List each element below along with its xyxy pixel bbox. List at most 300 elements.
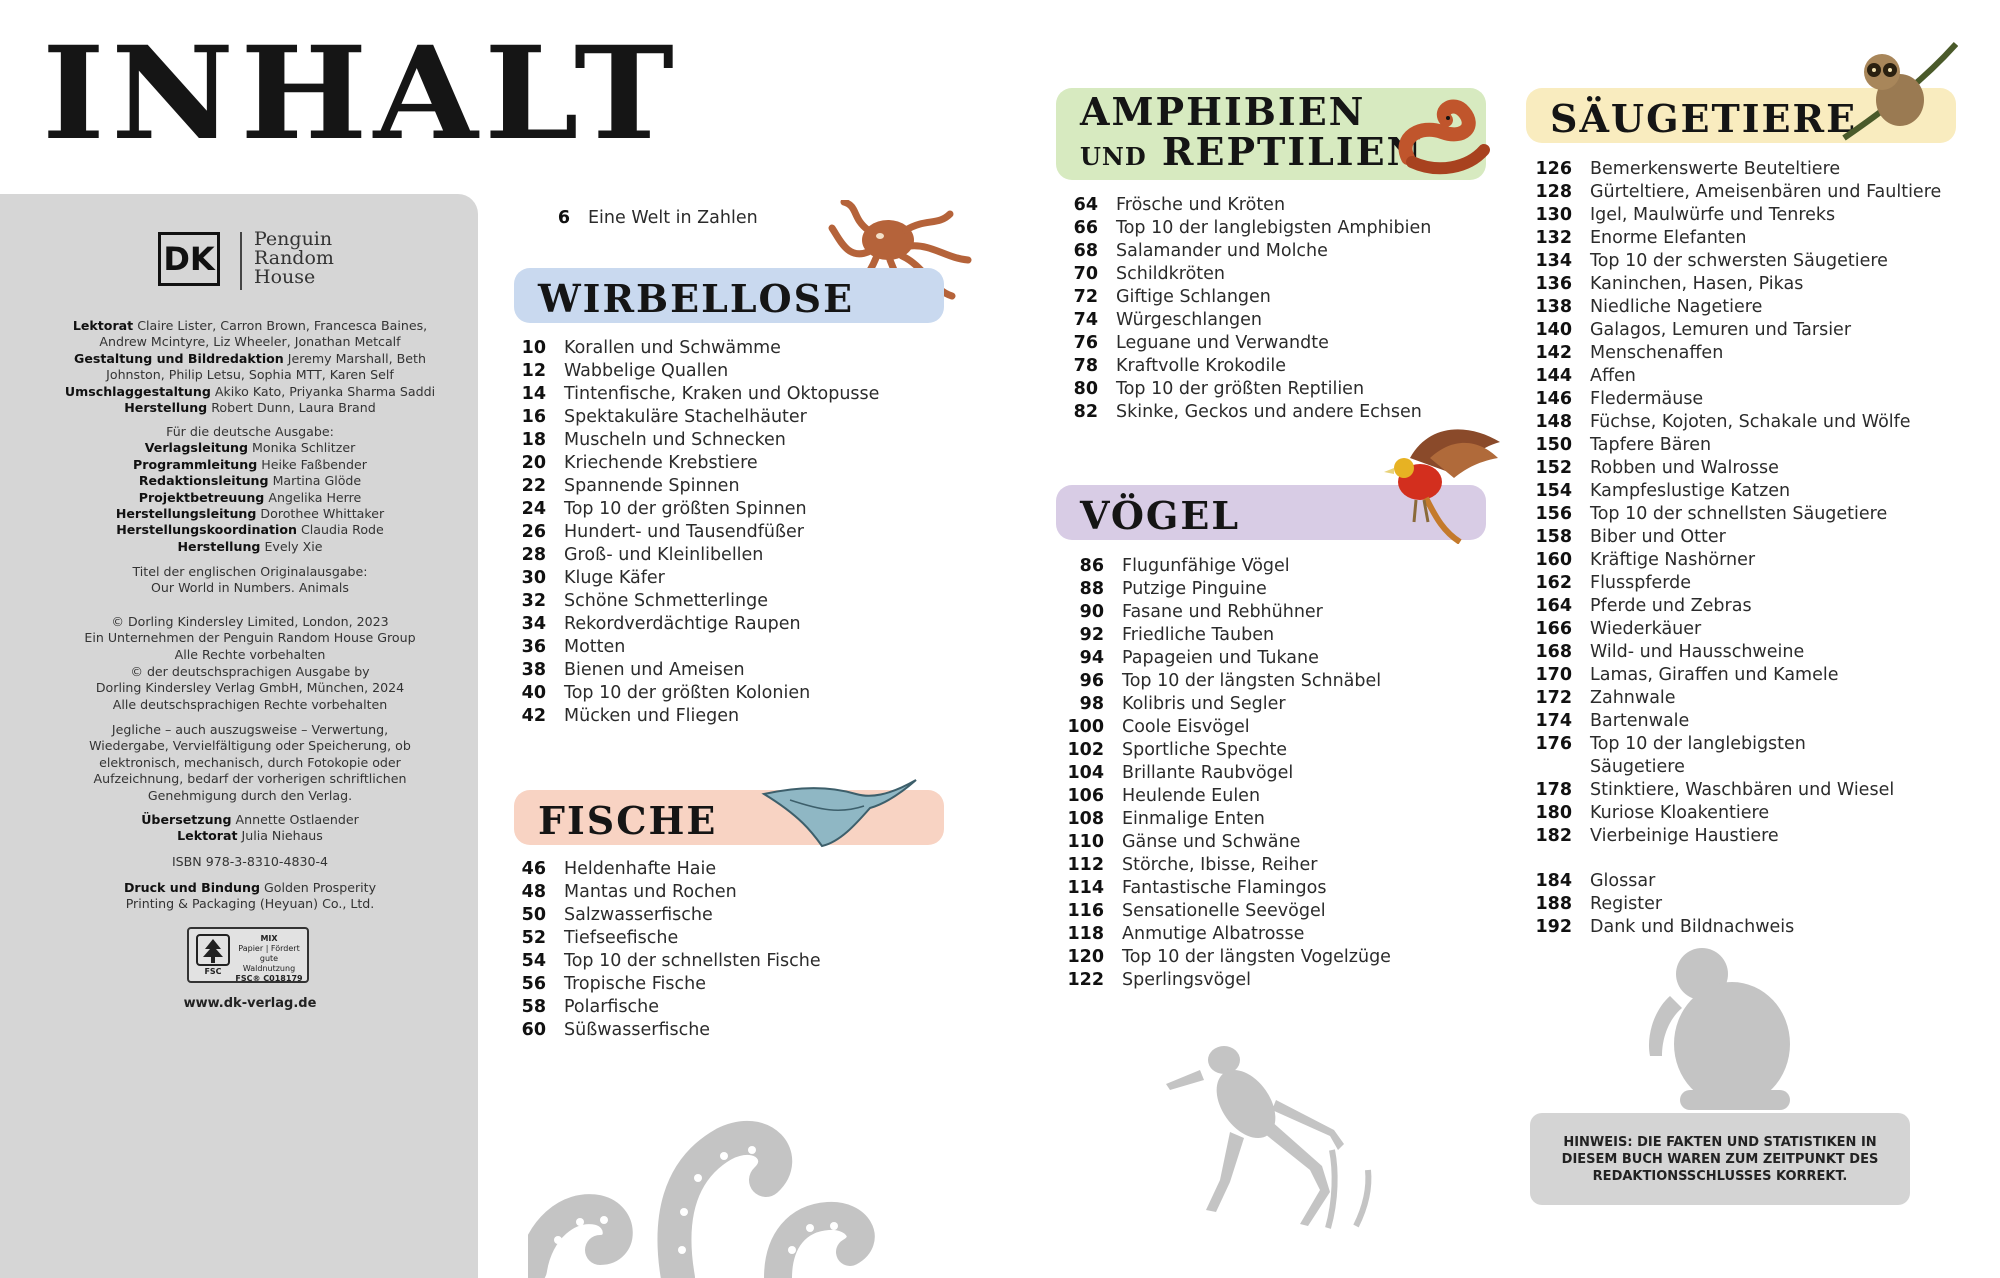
entry-title: Motten (564, 637, 626, 657)
list-item[interactable] (1500, 503, 1941, 526)
section-title: VÖGEL (1080, 493, 1241, 538)
copyright-de-block (60, 664, 440, 713)
entry-title: Heldenhafte Haie (564, 859, 717, 879)
page-number: 130 (1535, 205, 1572, 225)
page-number: 110 (1067, 832, 1104, 852)
intro-entry (500, 207, 758, 230)
list-item[interactable] (1500, 893, 1794, 916)
page-number: 122 (1067, 970, 1104, 990)
entry-title: Mantas und Rochen (564, 882, 737, 902)
fsc-badge (187, 927, 309, 983)
credit-names: Golden Prosperity Printing & Packaging (Heyuan) Co., Ltd. (125, 880, 377, 912)
list-item[interactable] (1500, 618, 1941, 641)
entry-title: Tapfere Bären (1590, 435, 1712, 455)
credit-role: Umschlaggestaltung (64, 383, 211, 399)
entry-title: Säugetiere (1590, 757, 1685, 777)
entry-title: Füchse, Kojoten, Schakale und Wölfe (1590, 412, 1911, 432)
list-item[interactable] (488, 544, 879, 567)
entry-title: Vierbeinige Haustiere (1590, 826, 1779, 846)
list-item[interactable] (488, 429, 879, 452)
original-title-label: Titel der englischen Originalausgabe: (132, 564, 368, 579)
list-item[interactable] (1500, 434, 1941, 457)
page-number: 22 (521, 476, 546, 496)
list-item[interactable] (1500, 526, 1941, 549)
entry-title: Zahnwale (1590, 688, 1676, 708)
list-item[interactable] (1500, 227, 1941, 250)
entry-title: Friedliche Tauben (1122, 625, 1275, 645)
list-item[interactable] (1032, 578, 1391, 601)
frog-silhouette-icon (1160, 1040, 1380, 1230)
page-number: 72 (1073, 287, 1098, 307)
list-item[interactable] (1500, 664, 1941, 687)
entry-title: Register (1590, 894, 1663, 914)
page-number: 104 (1067, 763, 1104, 783)
entry-title: Sensationelle Seevögel (1122, 901, 1326, 921)
page-number: 74 (1073, 310, 1098, 330)
entry-title: Anmutige Albatrosse (1122, 924, 1305, 944)
list-item[interactable] (1032, 854, 1391, 877)
page-number: 114 (1067, 878, 1104, 898)
page-number: 16 (521, 407, 546, 427)
list-item[interactable] (1032, 739, 1391, 762)
credit-names: Angelika Herre (268, 489, 362, 505)
entry-title: Spektakuläre Stachelhäuter (564, 407, 807, 427)
page-number: 100 (1067, 717, 1104, 737)
credit-role: Programmleitung (133, 456, 258, 472)
credit-names: Dorothee Whittaker (260, 506, 385, 522)
page-number: 162 (1535, 573, 1572, 593)
snake-icon (1398, 88, 1490, 176)
page-number: 50 (521, 905, 546, 925)
list-item[interactable] (1032, 624, 1391, 647)
fsc-line: Papier | Fördert (238, 944, 300, 953)
entry-title: Top 10 der schwersten Säugetiere (1590, 251, 1888, 271)
page-number: 128 (1535, 182, 1572, 202)
entry-list-appendix (1500, 870, 1794, 939)
logo-divider (240, 232, 242, 290)
list-item[interactable] (1032, 877, 1391, 900)
entry-title: Bienen und Ameisen (564, 660, 745, 680)
page-number: 166 (1535, 619, 1572, 639)
page-number: 32 (521, 591, 546, 611)
list-item[interactable] (1032, 716, 1391, 739)
list-item[interactable] (488, 383, 879, 406)
entry-title: Groß- und Kleinlibellen (564, 545, 764, 565)
page-number: 136 (1535, 274, 1572, 294)
list-item[interactable] (1500, 572, 1941, 595)
page-number: 46 (521, 859, 546, 879)
translation-block (60, 812, 440, 845)
page-number: 64 (1073, 195, 1098, 215)
list-item[interactable] (1500, 411, 1941, 434)
entry-title: Tiefseefische (564, 928, 679, 948)
entry-title: Sportliche Spechte (1122, 740, 1288, 760)
list-item[interactable] (488, 613, 879, 636)
list-item[interactable] (488, 590, 879, 613)
list-item[interactable] (488, 659, 879, 682)
entry-list-saeugetiere (1500, 158, 1941, 848)
credit-role: Herstellung (124, 400, 208, 416)
note-box (1530, 1113, 1910, 1205)
entry-title: Fasane und Rebhühner (1122, 602, 1323, 622)
legal-notice: Jegliche – auch auszugsweise – Verwertung, Wiedergabe, Vervielfältigung oder Speicherung, ob elektronisch, mechanisch, durch Fotokopie oder Aufzeichnung, bedarf der vorherigen schriftlichen Genehmigung durch den Verlag. (89, 722, 411, 803)
entry-title: Sperlingsvögel (1122, 970, 1252, 990)
entry-title: Hundert- und Tausendfüßer (564, 522, 804, 542)
list-item[interactable] (1500, 181, 1941, 204)
list-item[interactable] (1032, 309, 1431, 332)
entry-title: Stinktiere, Waschbären und Wiesel (1590, 780, 1895, 800)
list-item[interactable] (1500, 480, 1941, 503)
entry-title: Gänse und Schwäne (1122, 832, 1301, 852)
page-number: 24 (521, 499, 546, 519)
page-number: 14 (521, 384, 546, 404)
entry-title: Putzige Pinguine (1122, 579, 1267, 599)
page-number: 76 (1073, 333, 1098, 353)
entry-title: Kampfeslustige Katzen (1590, 481, 1791, 501)
copyright-line: Ein Unternehmen der Penguin Random House Group (84, 630, 416, 646)
page-number: 10 (521, 338, 546, 358)
list-item[interactable] (488, 927, 821, 950)
page-number: 172 (1535, 688, 1572, 708)
credit-role: Lektorat (72, 318, 134, 333)
credit-names: Martina Glöde (272, 473, 362, 489)
list-item[interactable] (1500, 388, 1941, 411)
page-number: 156 (1535, 504, 1572, 524)
page-number: 78 (1073, 356, 1098, 376)
list-item[interactable] (1032, 808, 1391, 831)
list-item[interactable] (488, 950, 821, 973)
page-number: 90 (1079, 602, 1104, 622)
page-number: 118 (1067, 924, 1104, 944)
page-number: 88 (1079, 579, 1104, 599)
page-number: 70 (1073, 264, 1098, 284)
list-item[interactable] (1032, 647, 1391, 670)
page-number: 48 (521, 882, 546, 902)
section-title-line2: REPTILIEN (1161, 129, 1424, 174)
list-item[interactable] (488, 452, 879, 475)
entry-title: Flugunfähige Vögel (1122, 556, 1290, 576)
page-number: 132 (1535, 228, 1572, 248)
credit-role: Druck und Bindung (123, 880, 260, 895)
website-link[interactable]: www.dk-verlag.de (183, 996, 317, 1011)
manta-ray-icon (760, 776, 920, 848)
entry-title: Muscheln und Schnecken (564, 430, 786, 450)
page-number: 96 (1079, 671, 1104, 691)
page-number: 134 (1535, 251, 1572, 271)
entry-title: Pferde und Zebras (1590, 596, 1752, 616)
list-item[interactable] (1032, 969, 1391, 992)
credit-role: Redaktionsleitung (138, 473, 269, 489)
list-item[interactable] (1500, 457, 1941, 480)
entry-title: Top 10 der größten Spinnen (564, 499, 807, 519)
credit-names: Claire Lister, Carron Brown, Francesca Baines, Andrew Mcintyre, Liz Wheeler, Jonathan Metcalf (99, 318, 428, 350)
list-item[interactable] (488, 858, 821, 881)
list-item[interactable] (488, 521, 879, 544)
entry-title: Top 10 der langlebigsten (1590, 734, 1806, 754)
page-number: 184 (1535, 871, 1572, 891)
entry-title: Fantastische Flamingos (1122, 878, 1327, 898)
dk-logo: DK (158, 232, 220, 286)
list-item[interactable] (488, 1019, 821, 1042)
list-item[interactable] (1032, 900, 1391, 923)
list-item[interactable] (1500, 204, 1941, 227)
page-number: 54 (521, 951, 546, 971)
entry-title: Korallen und Schwämme (564, 338, 781, 358)
list-item[interactable] (488, 475, 879, 498)
publisher-logo (158, 228, 368, 294)
list-item[interactable] (488, 705, 879, 728)
page-number: 164 (1535, 596, 1572, 616)
list-item[interactable] (1500, 825, 1941, 848)
section-title: SÄUGETIERE (1550, 96, 1858, 141)
list-item[interactable] (488, 904, 821, 927)
list-item[interactable] (1500, 273, 1941, 296)
fsc-mix: MIX (260, 934, 278, 943)
page-number: 158 (1535, 527, 1572, 547)
credit-names: Evely Xie (264, 538, 323, 554)
list-item[interactable] (1500, 779, 1941, 802)
list-item[interactable] (1032, 831, 1391, 854)
copyright-line: Dorling Kindersley Verlag GmbH, München, 2024 (95, 680, 405, 696)
copyright-line: Alle deutschsprachigen Rechte vorbehalten (112, 696, 388, 712)
list-item[interactable] (1500, 710, 1941, 733)
list-item[interactable] (1500, 916, 1794, 939)
entry-title: Top 10 der schnellsten Säugetiere (1590, 504, 1888, 524)
isbn: ISBN 978-3-8310-4830-4 (171, 854, 329, 869)
credit-names: Jeremy Marshall, Beth Johnston, Philip Letsu, Sophia MTT, Karen Self (106, 350, 426, 383)
list-item[interactable] (1500, 687, 1941, 710)
list-item[interactable] (1500, 595, 1941, 618)
tentacles-silhouette-icon (528, 1100, 908, 1278)
entry-title: Dank und Bildnachweis (1590, 917, 1795, 937)
page-number: 30 (521, 568, 546, 588)
list-item[interactable] (488, 360, 879, 383)
list-item[interactable] (1032, 923, 1391, 946)
list-item[interactable] (1500, 365, 1941, 388)
list-item[interactable] (1032, 355, 1431, 378)
section-banner-wirbellose (514, 268, 944, 323)
entry-title: Tropische Fische (564, 974, 707, 994)
list-item[interactable] (1032, 194, 1431, 217)
entry-title: Gürteltiere, Ameisenbären und Faultiere (1590, 182, 1942, 202)
list-item[interactable] (488, 337, 879, 360)
list-item[interactable] (1032, 217, 1431, 240)
list-item[interactable] (1500, 250, 1941, 273)
entry-title: Salamander und Molche (1116, 241, 1328, 261)
page-number: 80 (1073, 379, 1098, 399)
list-item[interactable] (488, 567, 879, 590)
list-item[interactable] (488, 682, 879, 705)
entry-title: Störche, Ibisse, Reiher (1122, 855, 1318, 875)
page-number: 144 (1535, 366, 1572, 386)
entry-title: Top 10 der langlebigsten Amphibien (1116, 218, 1432, 238)
list-item[interactable] (488, 881, 821, 904)
list-item[interactable] (488, 406, 879, 429)
entry-title: Top 10 der größten Reptilien (1116, 379, 1365, 399)
list-item[interactable] (1032, 263, 1431, 286)
list-item[interactable] (1032, 785, 1391, 808)
fsc-tree-icon (195, 933, 231, 977)
list-item[interactable] (1032, 946, 1391, 969)
credit-role: Gestaltung und Bildredaktion (74, 350, 284, 366)
list-item[interactable] (1032, 378, 1431, 401)
credit-role: Projektbetreuung (138, 489, 265, 505)
entry-list-amphibien (1032, 194, 1431, 424)
page-number: 126 (1535, 159, 1572, 179)
entry-title: Würgeschlangen (1116, 310, 1263, 330)
list-item[interactable] (1500, 342, 1941, 365)
page-number: 94 (1079, 648, 1104, 668)
list-item[interactable] (1032, 670, 1391, 693)
page-number: 120 (1067, 947, 1104, 967)
page-number: 92 (1079, 625, 1104, 645)
section-title: FISCHE (538, 798, 718, 843)
copyright-line: Alle Rechte vorbehalten (174, 646, 326, 662)
page-number: 56 (521, 974, 546, 994)
page-number: 178 (1535, 780, 1572, 800)
section-title-connector: UND (1080, 142, 1147, 171)
page-number: 28 (521, 545, 546, 565)
list-item[interactable] (488, 498, 879, 521)
entry-title: Top 10 der größten Kolonien (564, 683, 811, 703)
entry-title: Süßwasserfische (564, 1020, 711, 1040)
entry-title: Lamas, Giraffen und Kamele (1590, 665, 1839, 685)
entry-title: Einmalige Enten (1122, 809, 1265, 829)
list-item[interactable] (500, 207, 758, 230)
page-title: INHALT (42, 19, 681, 169)
page-number: 6 (557, 208, 570, 228)
entry-title: Schöne Schmetterlinge (564, 591, 768, 611)
page-number: 42 (521, 706, 546, 726)
entry-list-voegel (1032, 555, 1391, 992)
entry-list-fische (488, 858, 821, 1042)
pheasant-icon (1370, 418, 1504, 544)
entry-title: Heulende Eulen (1122, 786, 1261, 806)
entry-title: Top 10 der längsten Schnäbel (1122, 671, 1382, 691)
list-item[interactable] (1500, 296, 1941, 319)
entry-title: Affen (1590, 366, 1636, 386)
credit-role: Herstellungsleitung (115, 506, 257, 522)
page-number: 82 (1073, 402, 1098, 422)
list-item[interactable] (488, 996, 821, 1019)
entry-title: Salzwasserfische (564, 905, 713, 925)
entry-title: Eine Welt in Zahlen (588, 208, 758, 228)
page-number: 60 (521, 1020, 546, 1040)
publisher-name: Penguin Random House (254, 228, 334, 288)
page-number: 108 (1067, 809, 1104, 829)
entry-title: Kuriose Kloakentiere (1590, 803, 1770, 823)
list-item[interactable] (1032, 693, 1391, 716)
entry-title: Kriechende Krebstiere (564, 453, 758, 473)
list-item[interactable] (1032, 240, 1431, 263)
credit-names: Monika Schlitzer (252, 440, 356, 456)
german-credits-block (60, 424, 440, 555)
entry-title: Bartenwale (1590, 711, 1690, 731)
list-item[interactable] (488, 973, 821, 996)
list-item[interactable] (1032, 762, 1391, 785)
entry-title: Leguane und Verwandte (1116, 333, 1329, 353)
list-item[interactable] (1500, 158, 1941, 181)
page-number: 168 (1535, 642, 1572, 662)
copyright-line: © Dorling Kindersley Limited, London, 2023 (111, 614, 389, 629)
entry-title: Tintenfische, Kraken und Oktopusse (564, 384, 880, 404)
entry-title: Kraftvolle Krokodile (1116, 356, 1287, 376)
credit-role: Herstellung (177, 538, 261, 554)
entry-title: Flusspferde (1590, 573, 1692, 593)
page-number: 86 (1079, 556, 1104, 576)
page-number: 138 (1535, 297, 1572, 317)
page-number: 174 (1535, 711, 1572, 731)
credit-role: Übersetzung (141, 812, 232, 827)
fsc-label: FSC (204, 967, 222, 976)
page-number: 20 (521, 453, 546, 473)
copyright-uk-block (60, 614, 440, 663)
page-number: 180 (1535, 803, 1572, 823)
page-number: 34 (521, 614, 546, 634)
page-number: 68 (1073, 241, 1098, 261)
page-number: 176 (1535, 734, 1572, 754)
list-item[interactable] (1032, 555, 1391, 578)
page-number: 36 (521, 637, 546, 657)
page-number: 188 (1535, 894, 1572, 914)
entry-title: Skinke, Geckos und andere Echsen (1116, 402, 1422, 422)
list-item[interactable] (1500, 802, 1941, 825)
fsc-text (233, 934, 305, 984)
list-item[interactable] (1500, 549, 1941, 572)
page-number: 160 (1535, 550, 1572, 570)
list-item[interactable] (1500, 756, 1941, 779)
chimpanzee-silhouette-icon (1640, 940, 1820, 1110)
credit-names: Annette Ostlaender (235, 812, 359, 827)
page-number: 98 (1079, 694, 1104, 714)
page-number: 66 (1073, 218, 1098, 238)
entry-title: Coole Eisvögel (1122, 717, 1250, 737)
list-item[interactable] (1500, 870, 1794, 893)
fsc-line: gute Waldnutzung (242, 954, 296, 973)
copyright-line: © der deutschsprachigen Ausgabe by (130, 664, 370, 679)
list-item[interactable] (1032, 286, 1431, 309)
entry-title: Niedliche Nagetiere (1590, 297, 1763, 317)
entry-title: Wild- und Hausschweine (1590, 642, 1805, 662)
entry-title: Galagos, Lemuren und Tarsier (1590, 320, 1852, 340)
page-number: 52 (521, 928, 546, 948)
entry-title: Spannende Spinnen (564, 476, 740, 496)
entry-title: Bemerkenswerte Beuteltiere (1590, 159, 1841, 179)
section-title: WIRBELLOSE (538, 276, 855, 321)
entry-title: Kluge Käfer (564, 568, 665, 588)
entry-title: Enorme Elefanten (1590, 228, 1747, 248)
page-number: 152 (1535, 458, 1572, 478)
entry-title: Kräftige Nashörner (1590, 550, 1756, 570)
entry-title: Biber und Otter (1590, 527, 1726, 547)
list-item[interactable] (1500, 319, 1941, 342)
list-item[interactable] (1032, 332, 1431, 355)
page-number: 116 (1067, 901, 1104, 921)
list-item[interactable] (488, 636, 879, 659)
entry-title: Frösche und Kröten (1116, 195, 1286, 215)
entry-title: Menschenaffen (1590, 343, 1724, 363)
list-item[interactable] (1500, 733, 1941, 756)
entry-title: Kaninchen, Hasen, Pikas (1590, 274, 1804, 294)
page-number: 26 (521, 522, 546, 542)
entry-title: Igel, Maulwürfe und Tenreks (1590, 205, 1836, 225)
tarsier-icon (1842, 42, 1958, 144)
list-item[interactable] (1032, 601, 1391, 624)
page-number: 112 (1067, 855, 1104, 875)
page-number: 150 (1535, 435, 1572, 455)
list-item[interactable] (1500, 641, 1941, 664)
entry-title: Wiederkäuer (1590, 619, 1702, 639)
